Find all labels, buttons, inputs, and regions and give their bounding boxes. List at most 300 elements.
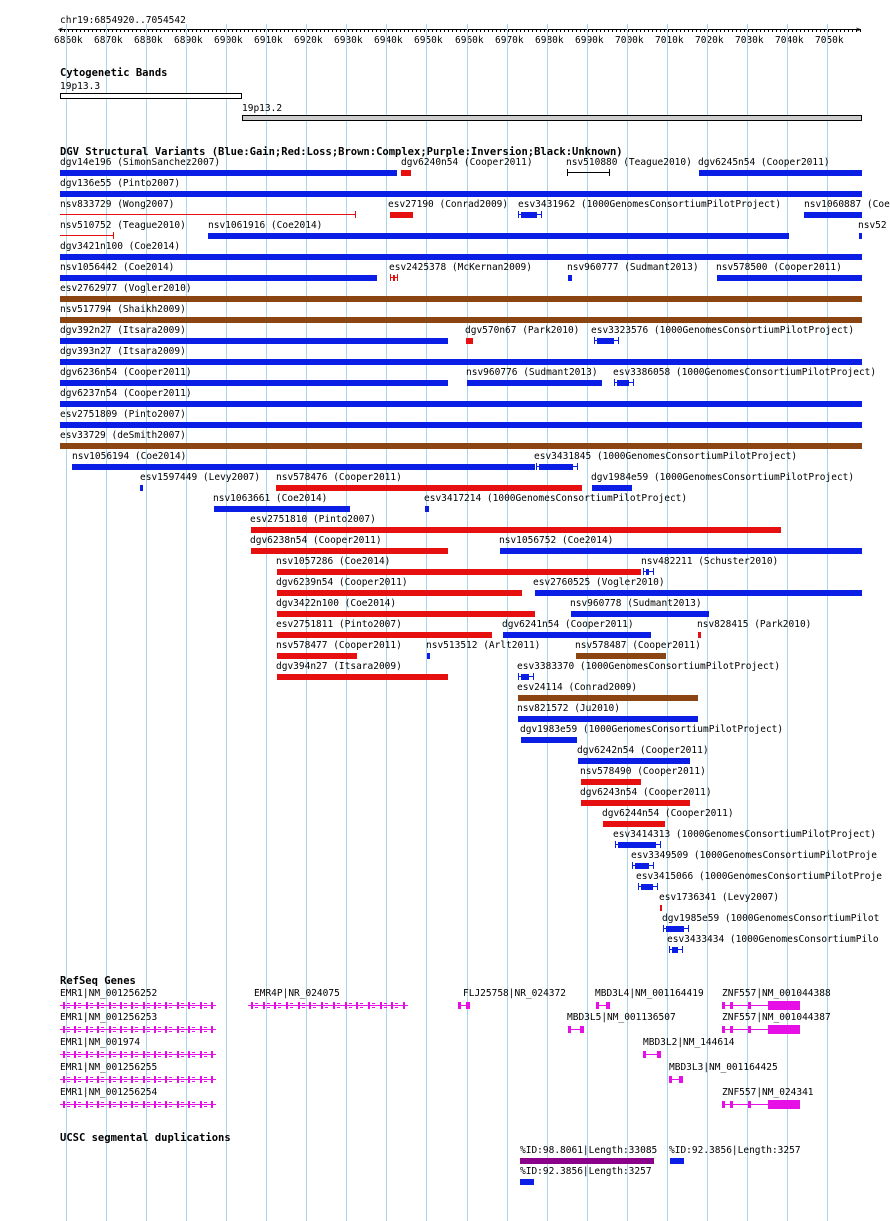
gene-chevron [325, 1003, 328, 1004]
ruler-minor-tick [524, 29, 525, 32]
dgv-feature-label[interactable]: dgv393n27 (Itsara2009) [60, 346, 186, 357]
ruler-minor-tick [284, 29, 285, 32]
gene-exon [177, 1051, 179, 1058]
dgv-feature-bar[interactable] [427, 653, 430, 659]
dgv-feature-label[interactable]: dgv570n67 (Park2010) [465, 325, 580, 336]
gene-chevron [181, 1052, 184, 1053]
ruler-minor-tick [484, 29, 485, 32]
ruler-minor-tick [476, 29, 477, 32]
gene-exon [298, 1002, 300, 1009]
dgv-feature-bar[interactable] [603, 821, 665, 827]
ruler-tick-label: 6860k [54, 35, 83, 46]
segdup-bar[interactable] [520, 1179, 534, 1185]
ruler-minor-tick [804, 29, 805, 32]
dgv-feature-label[interactable]: esv2751811 (Pinto2007) [276, 619, 402, 630]
dgv-feature-bar[interactable] [467, 380, 602, 386]
ruler-minor-tick [608, 29, 609, 32]
dgv-feature-label[interactable]: nsv578487 (Cooper2011) [575, 640, 701, 651]
gene-exon [188, 1026, 190, 1033]
dgv-feature-bar[interactable] [500, 548, 862, 554]
ruler-minor-tick [728, 29, 729, 32]
dgv-feature-bar[interactable] [521, 737, 577, 743]
gridline [226, 24, 227, 1221]
gene-chevron [181, 1003, 184, 1004]
gene-chevron [181, 1056, 184, 1057]
dgv-feature-label[interactable]: dgv6240n54 (Cooper2011) [401, 157, 533, 168]
dgv-feature-label[interactable]: esv3386058 (1000GenomesConsortiumPilotProject) [613, 367, 877, 378]
dgv-feature-label[interactable]: dgv394n27 (Itsara2009) [276, 661, 402, 672]
ruler-minor-tick [820, 29, 821, 32]
gene-exon [200, 1101, 202, 1108]
gene-chevron [78, 1003, 81, 1004]
dgv-feature-line[interactable] [60, 235, 114, 236]
dgv-feature-bar[interactable] [503, 632, 651, 638]
dgv-feature-label[interactable]: nsv1061916 (Coe2014) [208, 220, 323, 231]
gene-chevron [267, 1003, 270, 1004]
gene-chevron [78, 1081, 81, 1082]
ruler-minor-tick [300, 29, 301, 32]
dgv-feature-label[interactable]: esv3414313 (1000GenomesConsortiumPilotProject) [613, 829, 877, 840]
gene-exon [596, 1002, 599, 1009]
gene-exon [177, 1002, 179, 1009]
gene-exon [188, 1002, 190, 1009]
dgv-feature-label[interactable]: esv2751810 (Pinto2007) [250, 514, 376, 525]
band-19p13.2[interactable] [242, 115, 862, 121]
gene-intron-line[interactable] [248, 1005, 408, 1006]
dgv-feature-label[interactable]: nsv578500 (Cooper2011) [716, 262, 842, 273]
dgv-feature-bar[interactable] [60, 422, 862, 428]
gene-intron-line[interactable] [60, 1054, 216, 1055]
segdup-track-title: UCSC segmental duplications [60, 1132, 231, 1144]
gene-intron-line[interactable] [60, 1005, 216, 1006]
ruler-minor-tick [196, 29, 197, 32]
dgv-feature-end [533, 673, 534, 680]
gene-label[interactable]: MBD3L3|NM_001164425 [669, 1062, 778, 1073]
dgv-feature-label[interactable]: dgv6237n54 (Cooper2011) [60, 388, 192, 399]
gene-chevron [169, 1007, 172, 1008]
dgv-feature-label[interactable]: nsv1056752 (Coe2014) [499, 535, 614, 546]
ruler-minor-tick [224, 29, 225, 32]
dgv-feature-label[interactable]: dgv14e196 (SimonSanchez2007) [60, 157, 221, 168]
ruler-minor-tick [644, 29, 645, 32]
gene-exon [251, 1002, 253, 1009]
gene-label[interactable]: MBD3L2|NM_144614 [643, 1037, 735, 1048]
gene-chevron [204, 1031, 207, 1032]
dgv-feature-label[interactable]: esv2762977 (Vogler2010) [60, 283, 192, 294]
dgv-feature-label[interactable]: dgv6239n54 (Cooper2011) [276, 577, 408, 588]
ruler-minor-tick [440, 29, 441, 32]
dgv-feature-label[interactable]: dgv6241n54 (Cooper2011) [502, 619, 634, 630]
band-label-19p13.3: 19p13.3 [60, 81, 101, 92]
ruler-minor-tick [652, 29, 653, 32]
gene-exon [74, 1101, 76, 1108]
ruler-tick-label: 7050k [815, 35, 844, 46]
ruler-minor-tick [732, 29, 733, 32]
gene-chevron [124, 1102, 127, 1103]
gene-chevron [90, 1081, 93, 1082]
gene-chevron [204, 1102, 207, 1103]
dgv-feature-bar[interactable] [60, 275, 377, 281]
segdup-label[interactable]: %ID:92.3856|Length:3257 [520, 1166, 652, 1177]
gene-intron-line[interactable] [60, 1079, 216, 1080]
ruler-tick-label: 6910k [254, 35, 283, 46]
gene-label[interactable]: EMR1|NM_001974 [60, 1037, 141, 1048]
dgv-feature-bar[interactable] [60, 359, 862, 365]
ruler-minor-tick [348, 29, 349, 32]
dgv-feature-bar[interactable] [698, 632, 701, 638]
gene-exon [143, 1051, 145, 1058]
dgv-feature-label[interactable]: nsv578476 (Cooper2011) [276, 472, 402, 483]
dgv-feature-bar[interactable] [251, 548, 448, 554]
gene-chevron [169, 1102, 172, 1103]
dgv-feature-block [641, 884, 653, 890]
ruler-minor-tick [680, 29, 681, 32]
gene-chevron [302, 1007, 305, 1008]
dgv-feature-block [539, 464, 573, 470]
gene-chevron [147, 1081, 150, 1082]
dgv-feature-label[interactable]: esv3431845 (1000GenomesConsortiumPilotProject) [534, 451, 798, 462]
dgv-feature-bar[interactable] [576, 653, 666, 659]
gene-exon [333, 1002, 335, 1009]
ruler-tick-label: 6900k [214, 35, 243, 46]
dgv-feature-label[interactable]: esv24114 (Conrad2009) [517, 682, 638, 693]
dgv-feature-bar[interactable] [518, 716, 698, 722]
dgv-feature-label[interactable]: nsv1056194 (Coe2014) [72, 451, 187, 462]
gene-exon [154, 1002, 156, 1009]
dgv-feature-bar[interactable] [60, 254, 862, 260]
gene-exon [345, 1002, 347, 1009]
dgv-feature-label[interactable]: nsv1057286 (Coe2014) [276, 556, 391, 567]
gene-exon [143, 1002, 145, 1009]
dgv-feature-label[interactable]: dgv6236n54 (Cooper2011) [60, 367, 192, 378]
dgv-feature-label[interactable]: dgv6244n54 (Cooper2011) [602, 808, 734, 819]
dgv-feature-label[interactable]: nsv513512 (Arlt2011) [426, 640, 541, 651]
dgv-feature-line[interactable] [567, 172, 610, 173]
dgv-feature-bar[interactable] [277, 674, 448, 680]
gene-chevron [169, 1077, 172, 1078]
gene-exon [730, 1101, 733, 1108]
gene-exon [74, 1026, 76, 1033]
dgv-feature-end [615, 841, 616, 848]
ruler-tick-label: 7000k [615, 35, 644, 46]
gene-label[interactable]: EMR4P|NR_024075 [254, 988, 340, 999]
gene-exon [200, 1076, 202, 1083]
dgv-feature-bar[interactable] [276, 485, 582, 491]
ruler-minor-tick [412, 29, 413, 32]
gene-chevron [147, 1031, 150, 1032]
ruler-minor-tick [452, 29, 453, 32]
ruler-minor-tick [376, 29, 377, 32]
dgv-feature-bar[interactable] [592, 485, 632, 491]
segdup-label[interactable]: %ID:98.8061|Length:33085 [520, 1145, 658, 1156]
dgv-feature-label[interactable]: esv2425378 (McKernan2009) [389, 262, 532, 273]
dgv-feature-label[interactable]: dgv1983e59 (1000GenomesConsortiumPilotProject) [520, 724, 784, 735]
dgv-feature-bar[interactable] [60, 170, 397, 176]
segdup-bar[interactable] [520, 1158, 654, 1164]
dgv-feature-label[interactable]: esv2760525 (Vogler2010) [533, 577, 665, 588]
dgv-feature-bar[interactable] [804, 212, 862, 218]
ruler-minor-tick [488, 29, 489, 32]
dgv-feature-bar[interactable] [277, 611, 535, 617]
gene-chevron [158, 1056, 161, 1057]
dgv-feature-label[interactable]: dgv3422n100 (Coe2014) [276, 598, 397, 609]
ruler-minor-tick [116, 29, 117, 32]
dgv-feature-bar[interactable] [535, 590, 862, 596]
gene-chevron [181, 1081, 184, 1082]
ruler-minor-tick [648, 29, 649, 32]
gene-chevron [78, 1007, 81, 1008]
dgv-feature-label[interactable]: nsv52 [858, 220, 887, 231]
ruler-minor-tick [288, 29, 289, 32]
dgv-feature-label[interactable]: dgv6242n54 (Cooper2011) [577, 745, 709, 756]
dgv-feature-label[interactable]: esv3383370 (1000GenomesConsortiumPilotProject) [517, 661, 781, 672]
ruler-minor-tick [560, 29, 561, 32]
gene-exon [606, 1002, 610, 1009]
dgv-feature-bar[interactable] [60, 443, 862, 449]
ruler-minor-tick [848, 29, 849, 32]
dgv-feature-bar[interactable] [60, 338, 448, 344]
dgv-feature-label[interactable]: esv3349509 (1000GenomesConsortiumPilotProje [631, 850, 877, 861]
gene-intron-line[interactable] [60, 1029, 216, 1030]
dgv-feature-label[interactable]: nsv833729 (Wong2007) [60, 199, 175, 210]
gene-label[interactable]: MBD3L4|NM_001164419 [595, 988, 704, 999]
ruler-minor-tick [808, 29, 809, 32]
dgv-feature-bar[interactable] [60, 296, 862, 302]
dgv-feature-label[interactable]: esv3433434 (1000GenomesConsortiumPilo [667, 934, 879, 945]
dgv-feature-end [355, 211, 356, 218]
gene-chevron [135, 1027, 138, 1028]
gene-label[interactable]: FLJ25758|NR_024372 [463, 988, 566, 999]
dgv-feature-label[interactable]: esv1736341 (Levy2007) [659, 892, 780, 903]
ruler-minor-tick [228, 29, 229, 32]
dgv-feature-bar[interactable] [581, 779, 641, 785]
dgv-feature-bar[interactable] [277, 632, 492, 638]
dgv-feature-bar[interactable] [60, 380, 448, 386]
dgv-feature-label[interactable]: dgv6238n54 (Cooper2011) [250, 535, 382, 546]
ruler-minor-tick [692, 29, 693, 32]
dgv-feature-block [521, 212, 537, 218]
ruler-minor-tick [676, 29, 677, 32]
dgv-feature-bar[interactable] [568, 275, 572, 281]
gene-label[interactable]: ZNF557|NM_024341 [722, 1087, 814, 1098]
dgv-feature-label[interactable]: esv3431962 (1000GenomesConsortiumPilotProject) [518, 199, 782, 210]
ruler-minor-tick [308, 29, 309, 32]
gene-chevron [90, 1031, 93, 1032]
gene-chevron [158, 1003, 161, 1004]
dgv-feature-bar[interactable] [425, 506, 429, 512]
ruler-minor-tick [88, 29, 89, 32]
dgv-feature-label[interactable]: esv3415066 (1000GenomesConsortiumPilotProje [636, 871, 882, 882]
segdup-bar[interactable] [670, 1158, 684, 1164]
ruler-minor-tick [584, 29, 585, 32]
ruler-minor-tick [660, 29, 661, 32]
dgv-feature-label[interactable]: esv3417214 (1000GenomesConsortiumPilotProject) [424, 493, 688, 504]
dgv-feature-label[interactable]: nsv510752 (Teague2010) [60, 220, 186, 231]
dgv-feature-bar[interactable] [60, 317, 862, 323]
dgv-feature-end [594, 337, 595, 344]
dgv-feature-label[interactable]: nsv517794 (Shaikh2009) [60, 304, 186, 315]
gene-chevron [113, 1052, 116, 1053]
dgv-feature-label[interactable]: dgv1985e59 (1000GenomesConsortiumPilot [662, 913, 880, 924]
ruler-minor-tick [788, 29, 789, 32]
ruler-minor-tick [536, 29, 537, 32]
gene-chevron [204, 1077, 207, 1078]
dgv-feature-bar[interactable] [717, 275, 862, 281]
gene-exon [748, 1026, 751, 1033]
dgv-feature-label[interactable]: nsv960776 (Sudmant2013) [466, 367, 598, 378]
gene-intron-line[interactable] [60, 1104, 216, 1105]
gene-chevron [384, 1003, 387, 1004]
dgv-feature-bar[interactable] [518, 695, 698, 701]
dgv-feature-bar[interactable] [660, 905, 662, 911]
gene-chevron [192, 1077, 195, 1078]
gene-chevron [181, 1077, 184, 1078]
gene-chevron [67, 1031, 70, 1032]
gene-exon [466, 1002, 470, 1009]
gene-exon [131, 1026, 133, 1033]
gene-chevron [67, 1106, 70, 1107]
band-19p13.3[interactable] [60, 93, 242, 99]
gene-chevron [337, 1007, 340, 1008]
ruler-minor-tick [824, 29, 825, 32]
gene-exon [211, 1101, 213, 1108]
gene-chevron [124, 1031, 127, 1032]
dgv-feature-label[interactable]: dgv6243n54 (Cooper2011) [580, 787, 712, 798]
gene-exon [74, 1002, 76, 1009]
gene-chevron [192, 1027, 195, 1028]
dgv-feature-label[interactable]: nsv960777 (Sudmant2013) [567, 262, 699, 273]
ruler-minor-tick [104, 29, 105, 32]
gene-chevron [113, 1027, 116, 1028]
dgv-feature-label[interactable]: dgv1984e59 (1000GenomesConsortiumPilotProject) [591, 472, 855, 483]
gene-chevron [147, 1106, 150, 1107]
ruler-minor-tick [328, 29, 329, 32]
dgv-feature-bar[interactable] [571, 611, 709, 617]
gene-chevron [349, 1007, 352, 1008]
dgv-feature-bar[interactable] [72, 464, 535, 470]
ruler-minor-tick [840, 29, 841, 32]
dgv-feature-label[interactable]: nsv578490 (Cooper2011) [580, 766, 706, 777]
dgv-feature-label[interactable]: esv3323576 (1000GenomesConsortiumPilotProject) [591, 325, 855, 336]
dgv-feature-bar[interactable] [581, 800, 690, 806]
dgv-feature-label[interactable]: nsv482211 (Schuster2010) [641, 556, 779, 567]
dgv-feature-bar[interactable] [578, 758, 690, 764]
dgv-feature-bar[interactable] [140, 485, 143, 491]
ruler-minor-tick [836, 29, 837, 32]
gene-chevron [204, 1081, 207, 1082]
ruler-minor-tick [776, 29, 777, 32]
gene-exon [211, 1026, 213, 1033]
gene-chevron [101, 1077, 104, 1078]
ruler-minor-tick [596, 29, 597, 32]
dgv-feature-bar[interactable] [277, 653, 357, 659]
refseq-track-title: RefSeq Genes [60, 975, 136, 987]
dgv-feature-end [518, 211, 519, 218]
gene-chevron [113, 1077, 116, 1078]
dgv-feature-label[interactable]: esv2751809 (Pinto2007) [60, 409, 186, 420]
dgv-feature-label[interactable]: esv1597449 (Levy2007) [140, 472, 261, 483]
dgv-feature-label[interactable]: nsv828415 (Park2010) [697, 619, 812, 630]
dgv-feature-end [541, 211, 542, 218]
dgv-feature-line[interactable] [60, 214, 356, 215]
ruler-minor-tick [248, 29, 249, 32]
gene-chevron [67, 1003, 70, 1004]
ruler-minor-tick [612, 29, 613, 32]
gene-chevron [158, 1102, 161, 1103]
gene-exon [722, 1101, 725, 1108]
dgv-feature-label[interactable]: esv27190 (Conrad2009) [388, 199, 509, 210]
gene-label[interactable]: ZNF557|NM_001044387 [722, 1012, 831, 1023]
gene-label[interactable]: EMR1|NM_001256255 [60, 1062, 158, 1073]
dgv-feature-bar[interactable] [60, 401, 862, 407]
dgv-feature-bar[interactable] [60, 191, 862, 197]
ruler-minor-tick [784, 29, 785, 32]
gene-chevron [204, 1056, 207, 1057]
ruler-minor-tick [312, 29, 313, 32]
dgv-feature-label[interactable]: nsv1056442 (Coe2014) [60, 262, 175, 273]
gene-label[interactable]: EMR1|NM_001256254 [60, 1087, 158, 1098]
ruler-minor-tick [64, 29, 65, 32]
ruler-minor-tick [260, 29, 261, 32]
ruler-minor-tick [564, 29, 565, 32]
gene-exon [679, 1076, 683, 1083]
dgv-feature-bar[interactable] [401, 170, 411, 176]
dgv-feature-bar[interactable] [466, 338, 473, 344]
dgv-feature-bar[interactable] [251, 527, 781, 533]
dgv-feature-bar[interactable] [699, 170, 862, 176]
dgv-feature-label[interactable]: dgv136e55 (Pinto2007) [60, 178, 181, 189]
dgv-feature-label[interactable]: dgv392n27 (Itsara2009) [60, 325, 186, 336]
ruler-minor-tick [628, 29, 629, 32]
gene-chevron [169, 1031, 172, 1032]
dgv-feature-label[interactable]: dgv6245n54 (Cooper2011) [698, 157, 830, 168]
gene-label[interactable]: EMR1|NM_001256252 [60, 988, 158, 999]
ruler-arrow-left: < [58, 25, 63, 34]
dgv-feature-bar[interactable] [859, 233, 862, 239]
dgv-feature-label[interactable]: nsv510880 (Teague2010) [566, 157, 692, 168]
dgv-feature-label[interactable]: nsv821572 (Ju2010) [517, 703, 620, 714]
gene-exon [97, 1026, 99, 1033]
dgv-feature-bar[interactable] [208, 233, 789, 239]
gene-label[interactable]: ZNF557|NM_001044388 [722, 988, 831, 999]
gene-exon [165, 1026, 167, 1033]
dgv-feature-label[interactable]: dgv3421n100 (Coe2014) [60, 241, 181, 252]
dgv-feature-label[interactable]: nsv960778 (Sudmant2013) [570, 598, 702, 609]
ruler-minor-tick [256, 29, 257, 32]
segdup-label[interactable]: %ID:92.3856|Length:3257 [669, 1145, 801, 1156]
gene-chevron [135, 1077, 138, 1078]
gene-label[interactable]: EMR1|NM_001256253 [60, 1012, 158, 1023]
dgv-feature-bar[interactable] [277, 590, 522, 596]
dgv-feature-block [521, 674, 529, 680]
gene-chevron [113, 1102, 116, 1103]
gene-label[interactable]: MBD3L5|NM_001136507 [567, 1012, 676, 1023]
dgv-feature-label[interactable]: nsv578477 (Cooper2011) [276, 640, 402, 651]
dgv-feature-label[interactable]: esv33729 (deSmith2007) [60, 430, 186, 441]
dgv-feature-label[interactable]: nsv1063661 (Coe2014) [213, 493, 328, 504]
gene-chevron [302, 1003, 305, 1004]
dgv-feature-label[interactable]: nsv1060887 (Coe [804, 199, 890, 210]
ruler-minor-tick [184, 29, 185, 32]
gene-exon [356, 1002, 358, 1009]
dgv-feature-bar[interactable] [390, 212, 413, 218]
gene-exon [86, 1101, 88, 1108]
ruler-minor-tick [408, 29, 409, 32]
dgv-feature-bar[interactable] [214, 506, 350, 512]
gene-chevron [158, 1106, 161, 1107]
dgv-feature-bar[interactable] [277, 569, 641, 575]
dgv-feature-end [397, 274, 398, 281]
